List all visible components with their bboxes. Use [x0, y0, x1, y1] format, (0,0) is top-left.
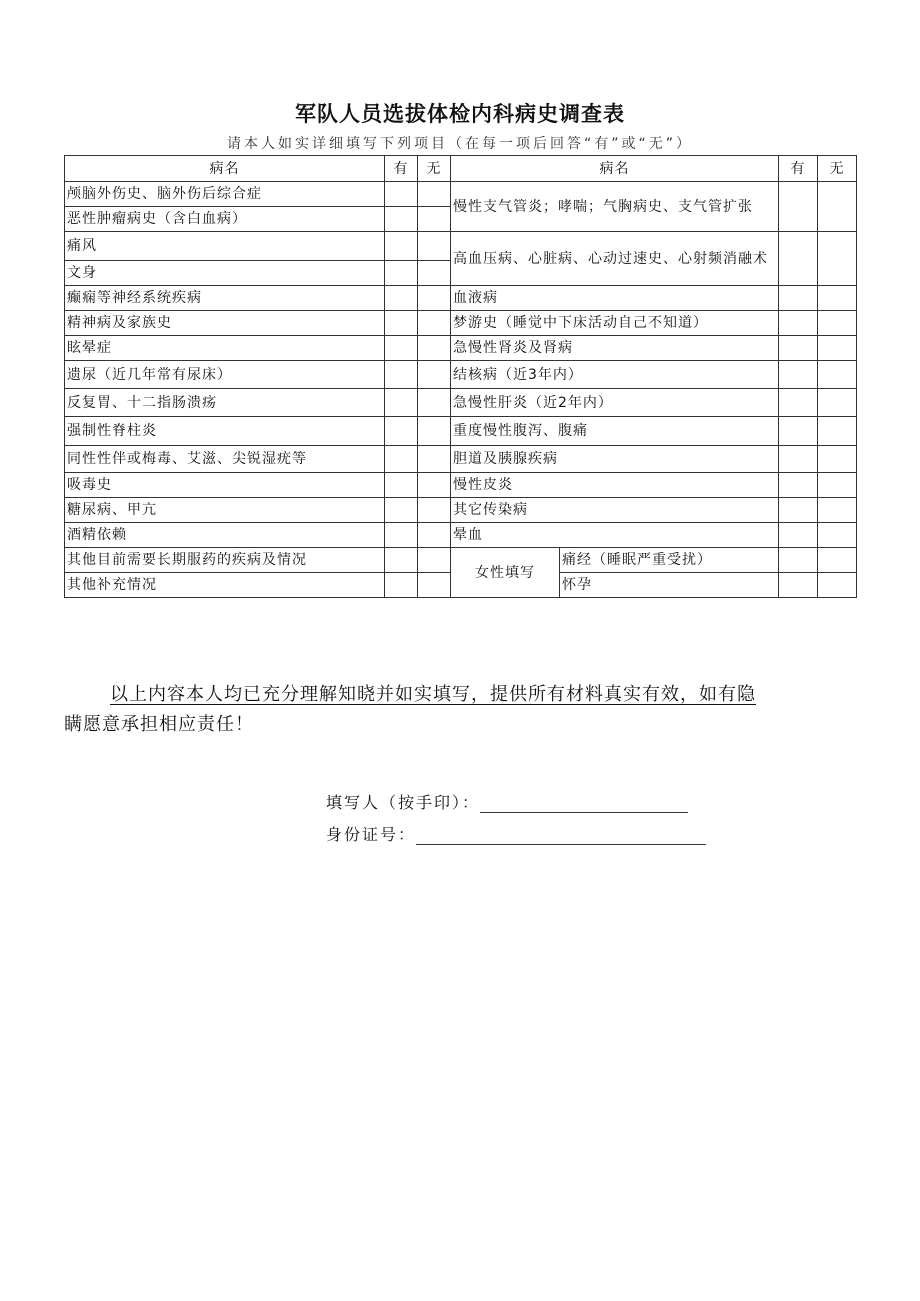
left-no-cell[interactable]: [418, 498, 451, 523]
right-item: 急慢性肝炎（近2年内）: [451, 389, 779, 417]
left-item: 精神病及家族史: [65, 311, 385, 336]
left-yes-cell[interactable]: [385, 523, 418, 548]
right-no-cell[interactable]: [818, 286, 857, 311]
left-item: 遗尿（近几年常有尿床）: [65, 361, 385, 389]
right-no-cell[interactable]: [818, 336, 857, 361]
left-yes-cell[interactable]: [385, 573, 418, 598]
left-no-cell[interactable]: [418, 311, 451, 336]
right-no-cell[interactable]: [818, 498, 857, 523]
right-no-cell[interactable]: [818, 182, 857, 232]
right-yes-cell[interactable]: [779, 182, 818, 232]
left-yes-cell[interactable]: [385, 417, 418, 446]
left-yes-cell[interactable]: [385, 311, 418, 336]
left-item: 恶性肿瘤病史（含白血病）: [65, 207, 385, 232]
id-number-label: 身份证号：: [326, 825, 417, 844]
header-yes-left: 有: [385, 156, 418, 182]
right-yes-cell[interactable]: [779, 548, 818, 573]
header-disease-name-left: 病名: [65, 156, 385, 182]
left-item: 同性性伴或梅毒、艾滋、尖锐湿疣等: [65, 446, 385, 473]
right-yes-cell[interactable]: [779, 498, 818, 523]
declaration-line-1: 以上内容本人均已充分理解知晓并如实填写，提供所有材料真实有效，如有隐: [110, 684, 756, 705]
right-yes-cell[interactable]: [779, 573, 818, 598]
left-yes-cell[interactable]: [385, 548, 418, 573]
right-no-cell[interactable]: [818, 361, 857, 389]
left-no-cell[interactable]: [418, 473, 451, 498]
right-no-cell[interactable]: [818, 473, 857, 498]
page-subtitle: 请本人如实详细填写下列项目（在每一项后回答“有”或“无”）: [226, 136, 693, 152]
right-yes-cell[interactable]: [779, 311, 818, 336]
left-item: 眩晕症: [65, 336, 385, 361]
declaration-statement: [64, 680, 854, 740]
right-yes-cell[interactable]: [779, 361, 818, 389]
page-title: 军队人员选拔体检内科病史调查表: [295, 102, 625, 126]
left-yes-cell[interactable]: [385, 336, 418, 361]
left-yes-cell[interactable]: [385, 232, 418, 261]
right-yes-cell[interactable]: [779, 417, 818, 446]
right-no-cell[interactable]: [818, 232, 857, 286]
left-yes-cell[interactable]: [385, 182, 418, 207]
left-yes-cell[interactable]: [385, 261, 418, 286]
left-no-cell[interactable]: [418, 548, 451, 573]
left-yes-cell[interactable]: [385, 473, 418, 498]
left-item: 酒精依赖: [65, 523, 385, 548]
right-no-cell[interactable]: [818, 523, 857, 548]
left-item: 癫痫等神经系统疾病: [65, 286, 385, 311]
left-item: 强制性脊柱炎: [65, 417, 385, 446]
left-no-cell[interactable]: [418, 182, 451, 207]
declaration-line-2: 瞒愿意承担相应责任！: [64, 714, 254, 735]
female-item: 痛经（睡眠严重受扰）: [560, 548, 779, 573]
left-item: 痛风: [65, 232, 385, 261]
left-no-cell[interactable]: [418, 573, 451, 598]
left-no-cell[interactable]: [418, 232, 451, 261]
left-no-cell[interactable]: [418, 361, 451, 389]
female-item: 怀孕: [560, 573, 779, 598]
right-yes-cell[interactable]: [779, 446, 818, 473]
left-yes-cell[interactable]: [385, 446, 418, 473]
signature-id-row: [326, 822, 706, 845]
medical-history-table: [64, 155, 857, 598]
left-item: 反复胃、十二指肠溃疡: [65, 389, 385, 417]
left-yes-cell[interactable]: [385, 498, 418, 523]
right-item: 慢性皮炎: [451, 473, 779, 498]
right-yes-cell[interactable]: [779, 336, 818, 361]
right-no-cell[interactable]: [818, 311, 857, 336]
left-item: 吸毒史: [65, 473, 385, 498]
right-yes-cell[interactable]: [779, 389, 818, 417]
right-yes-cell[interactable]: [779, 286, 818, 311]
right-no-cell[interactable]: [818, 548, 857, 573]
left-yes-cell[interactable]: [385, 207, 418, 232]
right-item: 重度慢性腹泻、腹痛: [451, 417, 779, 446]
left-item: 糖尿病、甲亢: [65, 498, 385, 523]
header-no-left: 无: [418, 156, 451, 182]
right-yes-cell[interactable]: [779, 473, 818, 498]
left-no-cell[interactable]: [418, 336, 451, 361]
right-no-cell[interactable]: [818, 446, 857, 473]
right-no-cell[interactable]: [818, 573, 857, 598]
right-item: 其它传染病: [451, 498, 779, 523]
left-no-cell[interactable]: [418, 523, 451, 548]
left-item: 文身: [65, 261, 385, 286]
header-no-right: 无: [818, 156, 857, 182]
right-item: 晕血: [451, 523, 779, 548]
right-yes-cell[interactable]: [779, 232, 818, 286]
header-yes-right: 有: [779, 156, 818, 182]
fill-person-label: 填写人（按手印）：: [326, 793, 481, 812]
left-no-cell[interactable]: [418, 207, 451, 232]
left-yes-cell[interactable]: [385, 286, 418, 311]
left-yes-cell[interactable]: [385, 361, 418, 389]
fill-person-field[interactable]: [480, 796, 688, 813]
header-disease-name-right: 病名: [451, 156, 779, 182]
right-item: 胆道及胰腺疾病: [451, 446, 779, 473]
right-item: 梦游史（睡觉中下床活动自己不知道）: [451, 311, 779, 336]
right-item: 结核病（近3年内）: [451, 361, 779, 389]
left-item: 其他目前需要长期服药的疾病及情况: [65, 548, 385, 573]
right-no-cell[interactable]: [818, 389, 857, 417]
female-section-label: 女性填写: [451, 548, 560, 598]
left-no-cell[interactable]: [418, 286, 451, 311]
left-no-cell[interactable]: [418, 261, 451, 286]
id-number-field[interactable]: [416, 828, 706, 845]
right-yes-cell[interactable]: [779, 523, 818, 548]
right-item: 血液病: [451, 286, 779, 311]
left-item: 颅脑外伤史、脑外伤后综合症: [65, 182, 385, 207]
signature-fill-row: [326, 790, 688, 813]
right-item: 急慢性肾炎及肾病: [451, 336, 779, 361]
left-item: 其他补充情况: [65, 573, 385, 598]
left-no-cell[interactable]: [418, 389, 451, 417]
right-no-cell[interactable]: [818, 417, 857, 446]
left-yes-cell[interactable]: [385, 389, 418, 417]
left-no-cell[interactable]: [418, 417, 451, 446]
left-no-cell[interactable]: [418, 446, 451, 473]
right-item: 慢性支气管炎；哮喘；气胸病史、支气管扩张: [451, 182, 779, 232]
right-item: 高血压病、心脏病、心动过速史、心射频消融术: [451, 232, 779, 286]
